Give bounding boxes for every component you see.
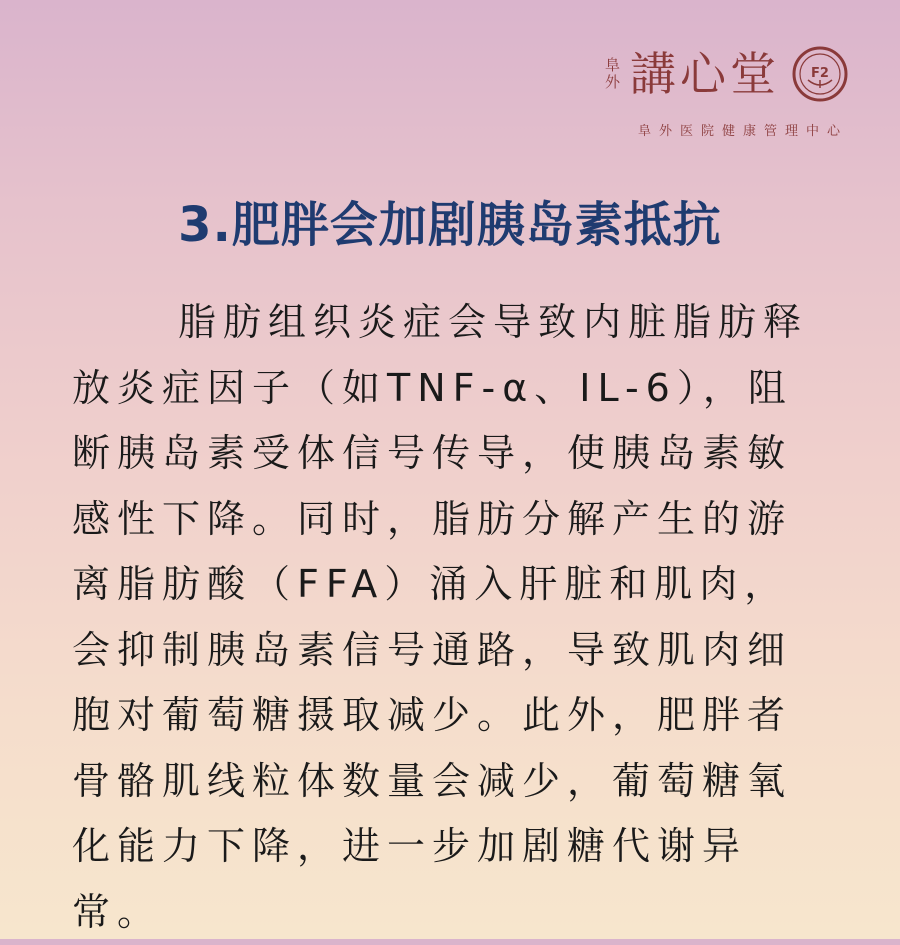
seal-bottom-char: 外 <box>604 73 620 91</box>
seal-text <box>605 57 620 91</box>
hospital-emblem-icon <box>792 46 848 102</box>
logo-row <box>605 44 848 104</box>
brand-name: 講心堂 <box>630 47 780 101</box>
article-title: 3.肥胖会加剧胰岛素抵抗 <box>178 197 722 253</box>
seal-top-char: 阜 <box>604 56 620 74</box>
emblem-mark: F2 <box>811 66 829 81</box>
brand-logo <box>578 38 848 148</box>
article-body: 脂肪组织炎症会导致内脏脂肪释放炎症因子（如TNF-α、IL-6），阻断胰岛素受体信号传导，使胰岛素敏感性下降。同时，脂肪分解产生的游离脂肪酸（FFA）涌入肝脏和肌肉，会抑制胰岛素信号通路，导致肌肉细胞对葡萄糖摄取减少。此外，肥胖者骨骼肌线粒体数量会减少，葡萄糖氧化能力下降，进一步加剧糖代谢异常。 <box>72 300 809 934</box>
logo-subtitle: 阜外医院健康管理中心 <box>637 124 848 139</box>
